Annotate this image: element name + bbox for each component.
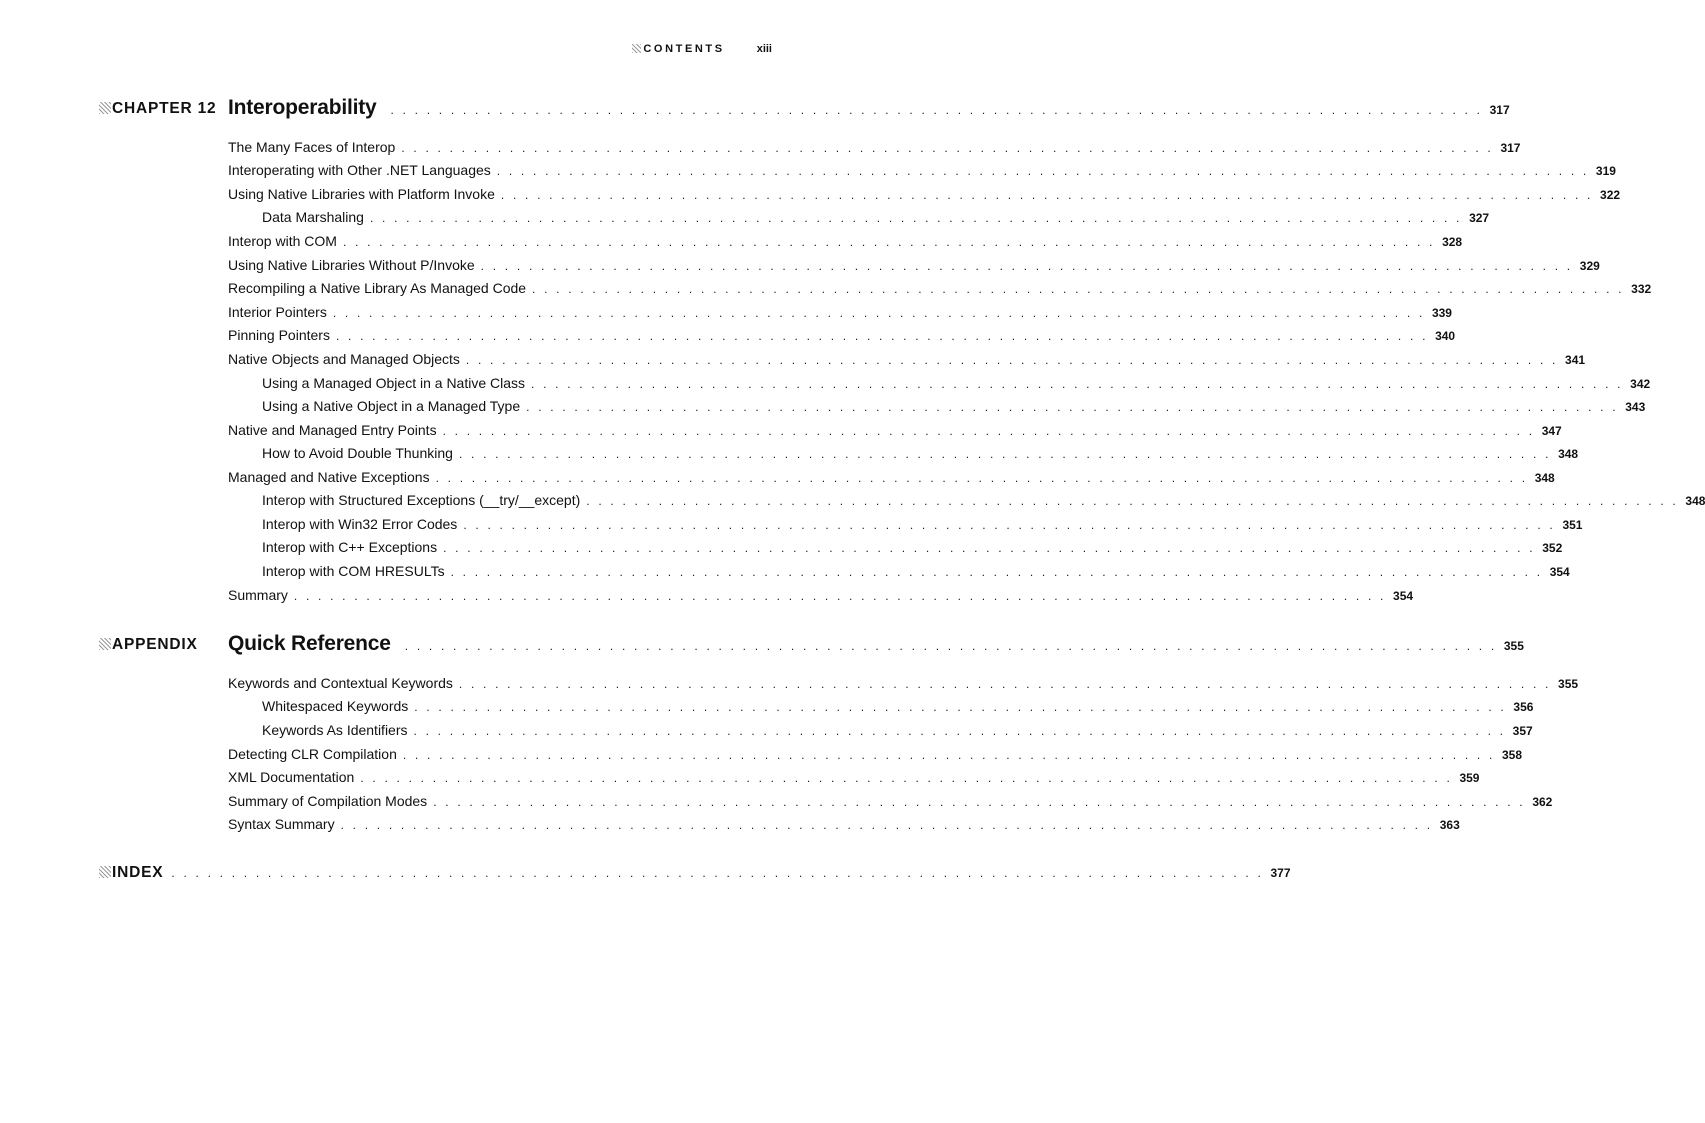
entry-text: Whitespaced Keywords <box>262 698 409 714</box>
entry-text: Syntax Summary <box>228 816 335 832</box>
index-entry[interactable] <box>99 864 1291 882</box>
entry-text: Interop with Structured Exceptions (__try/__except) <box>262 492 581 508</box>
toc-subentry[interactable] <box>262 563 1570 579</box>
entry-page: 317 <box>1489 103 1510 117</box>
entry-page: 351 <box>1562 518 1583 532</box>
entry-page: 332 <box>1631 282 1652 296</box>
page-number: xiii <box>756 43 772 55</box>
toc-subentry[interactable] <box>262 445 1579 461</box>
dot-leader: . . . . . . . . . . . . . . . . . . . . . . . . . . . . . . . . . . . . . . . . . . . . . . . . . . . . . . . . . . . . . . . . . . . . . . . . . . . . . . . . . . . . . . . . . . . <box>458 447 1552 461</box>
toc-entry[interactable] <box>228 162 1616 178</box>
dot-leader: . . . . . . . . . . . . . . . . . . . . . . . . . . . . . . . . . . . . . . . . . . . . . . . . . . . . . . . . . . . . . . . . . . . . . . . . . . . . . . . . . . . . . . . . . . . <box>342 235 1436 249</box>
entry-page: 348 <box>1534 471 1555 485</box>
dot-leader: . . . . . . . . . . . . . . . . . . . . . . . . . . . . . . . . . . . . . . . . . . . . . . . . . . . . . . . . . . . . . . . . . . . . . . . . . . . . . . . . . . . . . . . . . . . <box>332 306 1425 320</box>
dot-leader: . . . . . . . . . . . . . . . . . . . . . . . . . . . . . . . . . . . . . . . . . . . . . . . . . . . . . . . . . . . . . . . . . . . . . . . . . . . . . . . . . . . . . . . . . . . <box>340 818 1433 832</box>
appendix-title-entry[interactable] <box>228 632 1524 656</box>
toc-entry[interactable] <box>228 675 1579 691</box>
toc-subentry[interactable] <box>262 209 1490 225</box>
hatch-square-icon <box>99 102 111 114</box>
dot-leader: . . . . . . . . . . . . . . . . . . . . . . . . . . . . . . . . . . . . . . . . . . . . . . . . . . . . . . . . . . . . . . . . . . . . . . . . . . . . . . . . . . . . . . . . . . . <box>526 400 1619 414</box>
dot-leader: . . . . . . . . . . . . . . . . . . . . . . . . . . . . . . . . . . . . . . . . . . . . . . . . . . . . . . . . . . . . . . . . . . . . . . . . . . . . . . . . . . . . . . . . . . . <box>531 377 1624 391</box>
appendix-title: Quick Reference <box>228 632 391 655</box>
entry-page: 359 <box>1459 771 1480 785</box>
index-label <box>99 864 171 882</box>
hatch-square-icon <box>632 44 641 53</box>
entry-page: 348 <box>1685 494 1705 508</box>
running-title-text: CONTENTS <box>643 43 725 55</box>
dot-leader: . . . . . . . . . . . . . . . . . . . . . . . . . . . . . . . . . . . . . . . . . . . . . . . . . . . . . . . . . . . . . . . . . . . . . . . . . . . . . . . . . . . . . . . . . . . <box>390 103 1483 117</box>
entry-text: Interior Pointers <box>228 304 327 320</box>
toc-entry[interactable] <box>228 139 1521 155</box>
entry-page: 343 <box>1625 400 1646 414</box>
toc-entry[interactable] <box>228 816 1460 832</box>
dot-leader: . . . . . . . . . . . . . . . . . . . . . . . . . . . . . . . . . . . . . . . . . . . . . . . . . . . . . . . . . . . . . . . . . . . . . . . . . . . . . . . . . . . . . . . . . . . <box>435 471 1528 485</box>
dot-leader: . . . . . . . . . . . . . . . . . . . . . . . . . . . . . . . . . . . . . . . . . . . . . . . . . . . . . . . . . . . . . . . . . . . . . . . . . . . . . . . . . . . . . . . . . . . <box>465 353 1559 367</box>
entry-text: Detecting CLR Compilation <box>228 746 397 762</box>
entry-page: 357 <box>1512 724 1533 738</box>
entry-page: 358 <box>1501 748 1523 762</box>
toc-entry[interactable] <box>228 186 1621 202</box>
toc-subentry[interactable] <box>262 698 1534 714</box>
entry-text: XML Documentation <box>228 769 355 785</box>
dot-leader: . . . . . . . . . . . . . . . . . . . . . . . . . . . . . . . . . . . . . . . . . . . . . . . . . . . . . . . . . . . . . . . . . . . . . . . . . . . . . . . . . . . . . . . . . . . <box>171 866 1264 880</box>
toc-entry[interactable] <box>228 469 1555 485</box>
entry-page: 339 <box>1431 306 1452 320</box>
toc-entry[interactable] <box>228 422 1562 438</box>
entry-page: 342 <box>1630 377 1651 391</box>
toc-entry[interactable] <box>228 351 1586 367</box>
chapter-title-entry[interactable] <box>228 96 1510 120</box>
entry-page: 355 <box>1558 677 1579 691</box>
dot-leader: . . . . . . . . . . . . . . . . . . . . . . . . . . . . . . . . . . . . . . . . . . . . . . . . . . . . . . . . . . . . . . . . . . . . . . . . . . . . . . . . . . . . . . . . . . . <box>369 211 1463 225</box>
toc-subentry[interactable] <box>262 539 1563 555</box>
entry-text: The Many Faces of Interop <box>228 139 396 155</box>
toc-entry[interactable] <box>228 257 1600 273</box>
entry-page: 322 <box>1600 188 1621 202</box>
entry-text: How to Avoid Double Thunking <box>262 445 453 461</box>
dot-leader: . . . . . . . . . . . . . . . . . . . . . . . . . . . . . . . . . . . . . . . . . . . . . . . . . . . . . . . . . . . . . . . . . . . . . . . . . . . . . . . . . . . . . . . . . . . <box>401 141 1494 155</box>
toc-entry[interactable] <box>228 746 1523 762</box>
entry-text: Using Native Libraries Without P/Invoke <box>228 257 475 273</box>
entry-page: 329 <box>1579 259 1600 273</box>
toc-entry[interactable] <box>228 233 1463 249</box>
entry-page: 341 <box>1565 353 1586 367</box>
entry-page: 354 <box>1549 565 1570 579</box>
entry-text: Managed and Native Exceptions <box>228 469 430 485</box>
toc-subentry[interactable] <box>262 398 1646 414</box>
entry-text: Pinning Pointers <box>228 327 330 343</box>
toc-entry[interactable] <box>228 280 1652 296</box>
entry-page: 319 <box>1595 164 1616 178</box>
toc-entry[interactable] <box>228 304 1452 320</box>
entry-text: Interop with COM <box>228 233 337 249</box>
chapter-title: Interoperability <box>228 96 377 119</box>
chapter-label <box>99 100 216 118</box>
entry-text: Using Native Libraries with Platform Invoke <box>228 186 495 202</box>
entry-page: 377 <box>1270 866 1291 880</box>
dot-leader: . . . . . . . . . . . . . . . . . . . . . . . . . . . . . . . . . . . . . . . . . . . . . . . . . . . . . . . . . . . . . . . . . . . . . . . . . . . . . . . . . . . . . . . . . . . <box>413 724 1506 738</box>
dot-leader: . . . . . . . . . . . . . . . . . . . . . . . . . . . . . . . . . . . . . . . . . . . . . . . . . . . . . . . . . . . . . . . . . . . . . . . . . . . . . . . . . . . . . . . . . . . <box>458 677 1552 691</box>
dot-leader: . . . . . . . . . . . . . . . . . . . . . . . . . . . . . . . . . . . . . . . . . . . . . . . . . . . . . . . . . . . . . . . . . . . . . . . . . . . . . . . . . . . . . . . . . . . <box>500 188 1594 202</box>
entry-page: 352 <box>1542 541 1563 555</box>
entry-text: Data Marshaling <box>262 209 364 225</box>
toc-subentry[interactable] <box>262 516 1583 532</box>
entry-text: Interop with C++ Exceptions <box>262 539 438 555</box>
hatch-square-icon <box>99 638 111 650</box>
entry-page: 317 <box>1500 141 1521 155</box>
dot-leader: . . . . . . . . . . . . . . . . . . . . . . . . . . . . . . . . . . . . . . . . . . . . . . . . . . . . . . . . . . . . . . . . . . . . . . . . . . . . . . . . . . . . . . . . . . . <box>414 700 1507 714</box>
dot-leader: . . . . . . . . . . . . . . . . . . . . . . . . . . . . . . . . . . . . . . . . . . . . . . . . . . . . . . . . . . . . . . . . . . . . . . . . . . . . . . . . . . . . . . . . . . . <box>532 282 1625 296</box>
toc-entry[interactable] <box>228 769 1480 785</box>
entry-page: 340 <box>1435 329 1456 343</box>
entry-text: Recompiling a Native Library As Managed Code <box>228 280 527 296</box>
dot-leader: . . . . . . . . . . . . . . . . . . . . . . . . . . . . . . . . . . . . . . . . . . . . . . . . . . . . . . . . . . . . . . . . . . . . . . . . . . . . . . . . . . . . . . . . . . . <box>586 494 1679 508</box>
toc-subentry[interactable] <box>262 492 1705 508</box>
entry-text: Using a Managed Object in a Native Class <box>262 375 526 391</box>
entry-text: Using a Native Object in a Managed Type <box>262 398 521 414</box>
entry-text: Interoperating with Other .NET Languages <box>228 162 491 178</box>
entry-page: 354 <box>1393 589 1414 603</box>
appendix-label-text: APPENDIX <box>112 636 198 653</box>
dot-leader: . . . . . . . . . . . . . . . . . . . . . . . . . . . . . . . . . . . . . . . . . . . . . . . . . . . . . . . . . . . . . . . . . . . . . . . . . . . . . . . . . . . . . . . . . . . <box>496 164 1589 178</box>
toc-subentry[interactable] <box>262 375 1651 391</box>
entry-page: 363 <box>1439 818 1460 832</box>
entry-page: 362 <box>1532 795 1553 809</box>
running-title <box>632 43 724 55</box>
dot-leader: . . . . . . . . . . . . . . . . . . . . . . . . . . . . . . . . . . . . . . . . . . . . . . . . . . . . . . . . . . . . . . . . . . . . . . . . . . . . . . . . . . . . . . . . . . . <box>443 541 1536 555</box>
entry-text: Interop with Win32 Error Codes <box>262 516 458 532</box>
entry-page: 347 <box>1541 424 1562 438</box>
dot-leader: . . . . . . . . . . . . . . . . . . . . . . . . . . . . . . . . . . . . . . . . . . . . . . . . . . . . . . . . . . . . . . . . . . . . . . . . . . . . . . . . . . . . . . . . . . . <box>442 424 1535 438</box>
dot-leader: . . . . . . . . . . . . . . . . . . . . . . . . . . . . . . . . . . . . . . . . . . . . . . . . . . . . . . . . . . . . . . . . . . . . . . . . . . . . . . . . . . . . . . . . . . . <box>335 329 1429 343</box>
entry-text: Native and Managed Entry Points <box>228 422 437 438</box>
dot-leader: . . . . . . . . . . . . . . . . . . . . . . . . . . . . . . . . . . . . . . . . . . . . . . . . . . . . . . . . . . . . . . . . . . . . . . . . . . . . . . . . . . . . . . . . . . . <box>433 795 1526 809</box>
dot-leader: . . . . . . . . . . . . . . . . . . . . . . . . . . . . . . . . . . . . . . . . . . . . . . . . . . . . . . . . . . . . . . . . . . . . . . . . . . . . . . . . . . . . . . . . . . . <box>360 771 1453 785</box>
dot-leader: . . . . . . . . . . . . . . . . . . . . . . . . . . . . . . . . . . . . . . . . . . . . . . . . . . . . . . . . . . . . . . . . . . . . . . . . . . . . . . . . . . . . . . . . . . . <box>480 259 1573 273</box>
entry-text: Interop with COM HRESULTs <box>262 563 445 579</box>
entry-page: 348 <box>1558 447 1579 461</box>
dot-leader: . . . . . . . . . . . . . . . . . . . . . . . . . . . . . . . . . . . . . . . . . . . . . . . . . . . . . . . . . . . . . . . . . . . . . . . . . . . . . . . . . . . . . . . . . . . <box>404 639 1497 653</box>
entry-page: 327 <box>1469 211 1490 225</box>
entry-page: 356 <box>1513 700 1534 714</box>
dot-leader: . . . . . . . . . . . . . . . . . . . . . . . . . . . . . . . . . . . . . . . . . . . . . . . . . . . . . . . . . . . . . . . . . . . . . . . . . . . . . . . . . . . . . . . . . . . <box>463 518 1556 532</box>
chapter-label-text: CHAPTER 12 <box>112 100 217 117</box>
index-label-text: INDEX <box>112 864 164 881</box>
entry-text: Keywords and Contextual Keywords <box>228 675 453 691</box>
entry-page: 355 <box>1503 639 1524 653</box>
toc-entry[interactable] <box>228 587 1414 603</box>
entry-text: Summary of Compilation Modes <box>228 793 428 809</box>
toc-entry[interactable] <box>228 327 1456 343</box>
dot-leader: . . . . . . . . . . . . . . . . . . . . . . . . . . . . . . . . . . . . . . . . . . . . . . . . . . . . . . . . . . . . . . . . . . . . . . . . . . . . . . . . . . . . . . . . . . . <box>450 565 1543 579</box>
toc-entry[interactable] <box>228 793 1553 809</box>
entry-text: Native Objects and Managed Objects <box>228 351 460 367</box>
toc-subentry[interactable] <box>262 722 1533 738</box>
running-header <box>632 43 772 55</box>
entry-text: Keywords As Identifiers <box>262 722 408 738</box>
entry-text: Summary <box>228 587 288 603</box>
dot-leader: . . . . . . . . . . . . . . . . . . . . . . . . . . . . . . . . . . . . . . . . . . . . . . . . . . . . . . . . . . . . . . . . . . . . . . . . . . . . . . . . . . . . . . . . . . . <box>293 589 1387 603</box>
dot-leader: . . . . . . . . . . . . . . . . . . . . . . . . . . . . . . . . . . . . . . . . . . . . . . . . . . . . . . . . . . . . . . . . . . . . . . . . . . . . . . . . . . . . . . . . . . . <box>402 748 1496 762</box>
hatch-square-icon <box>99 866 111 878</box>
entry-page: 328 <box>1442 235 1463 249</box>
appendix-label <box>99 636 198 654</box>
